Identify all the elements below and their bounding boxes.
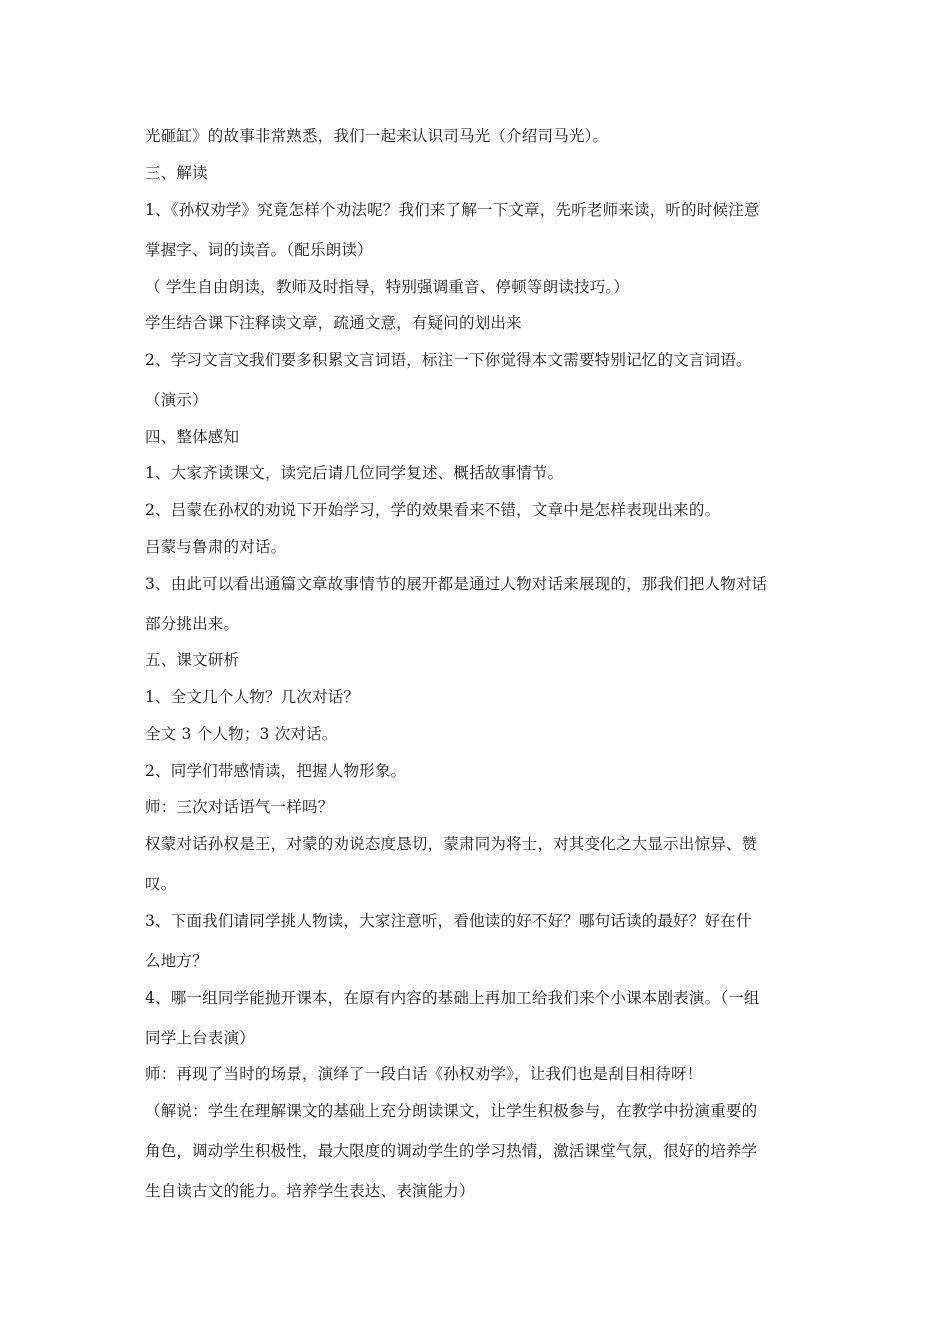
text-line: 叹。 [145,875,177,893]
text-line: 2、学习文言文我们要多积累文言词语，标注一下你觉得本文需要特别记忆的文言词语。 [145,351,752,369]
text-line: 角色，调动学生积极性，最大限度的调动学生的学习热情，激活课堂气氛，很好的培养学 [145,1142,758,1160]
text-line: （演示） [145,391,208,409]
text-line: 权蒙对话孙权是王，对蒙的劝说态度恳切，蒙肃同为将士，对其变化之大显示出惊异、赞 [145,835,758,853]
section-heading: 四、整体感知 [145,428,240,446]
section-heading: 五、课文研析 [145,651,240,669]
text-line: 么地方？ [145,952,208,970]
text-line: 3、下面我们请同学挑人物读，大家注意听，看他读的好不好？哪句话读的最好？好在什 [145,912,752,930]
text-line: 4、哪一组同学能抛开课本，在原有内容的基础上再加工给我们来个小课本剧表演。（一组 [145,989,760,1007]
text-line: 师：再现了当时的场景，演绎了一段白话《孙权劝学》，让我们也是刮目相待呀！ [145,1065,703,1083]
text-line: 吕蒙与鲁肃的对话。 [145,538,287,556]
text-line: 2、同学们带感情读，把握人物形象。 [145,762,407,780]
text-line: 1、全文几个人物？几次对话？ [145,688,360,706]
text-line: 生自读古文的能力。培养学生表达、表演能力） [145,1182,475,1200]
text-line: （ 学生自由朗读，教师及时指导，特别强调重音、停顿等朗读技巧。） [145,278,630,296]
text-line: 同学上台表演） [145,1029,255,1047]
text-line: 学生结合课下注释读文章，疏通文意，有疑问的划出来 [145,314,522,332]
text-line: 掌握字、词的读音。（配乐朗读） [145,241,373,259]
text-line: 师：三次对话语气一样吗？ [145,798,334,816]
text-line: 1、《孙权劝学》究竟怎样个劝法呢？我们来了解一下文章，先听老师来读，听的时候注意 [145,201,760,219]
text-line: 全文 3 个人物；3 次对话。 [145,725,338,743]
text-line: 部分挑出来。 [145,615,240,633]
text-line: 1、大家齐读课文，读完后请几位同学复述、概括故事情节。 [145,464,564,482]
text-line: 2、吕蒙在孙权的劝说下开始学习，学的效果看来不错，文章中是怎样表现出来的。 [145,501,721,519]
text-line: （解说：学生在理解课文的基础上充分朗读课文，让学生积极参与，在教学中扮演重要的 [145,1102,758,1120]
text-line: 3、由此可以看出通篇文章故事情节的展开都是通过人物对话来展现的，那我们把人物对话 [145,575,768,593]
section-heading: 三、解读 [145,164,208,182]
text-line: 光砸缸》的故事非常熟悉，我们一起来认识司马光（介绍司马光）。 [145,127,609,145]
